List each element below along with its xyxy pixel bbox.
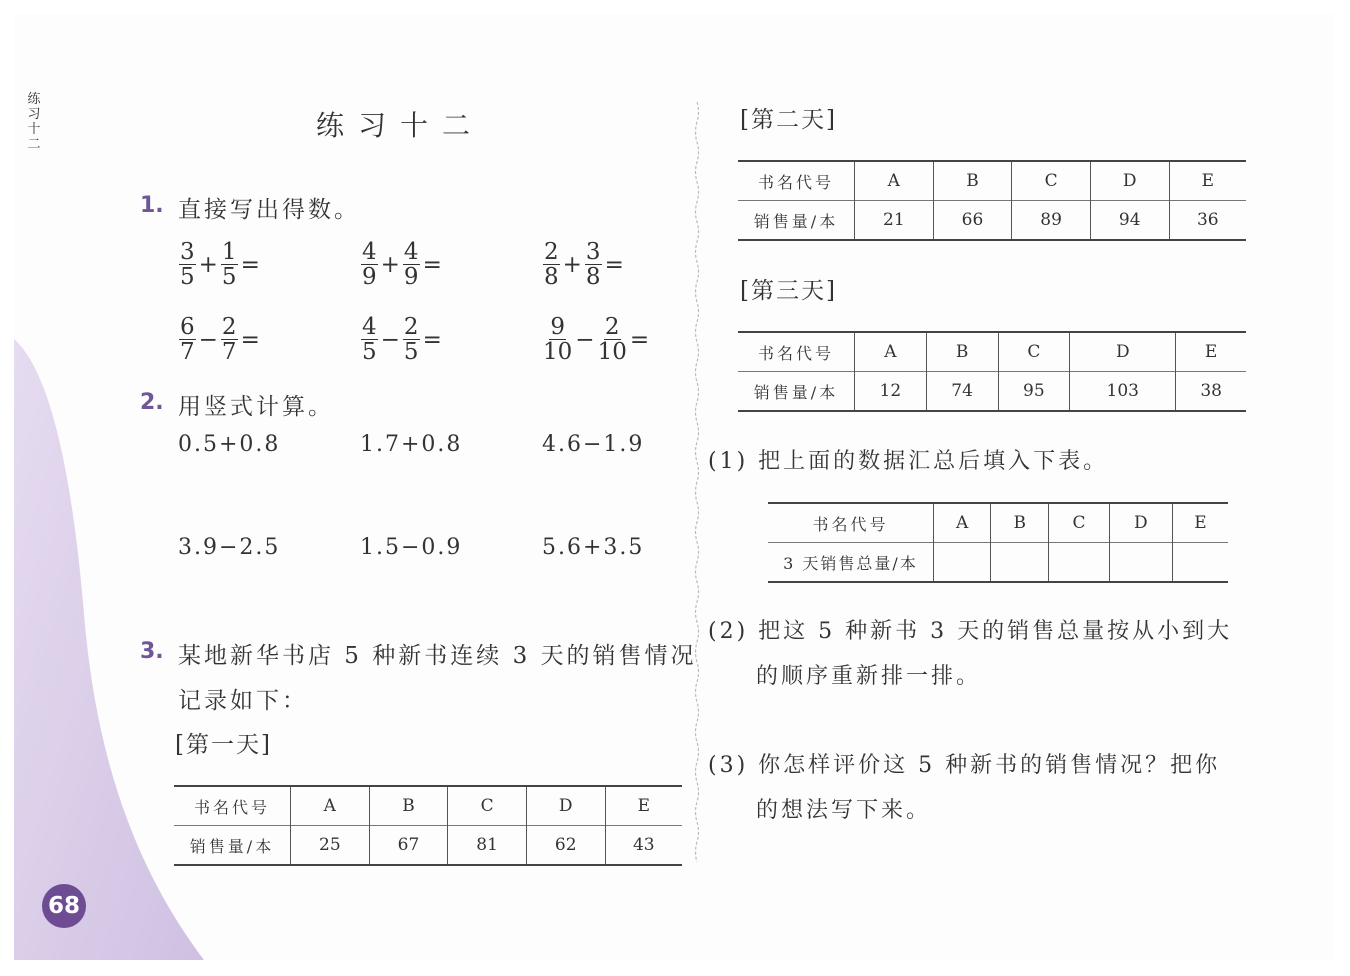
- table-header-cell: 书名代号: [193, 797, 270, 817]
- numerator: 3: [585, 239, 601, 265]
- numerator: 2: [604, 314, 620, 340]
- day-label: [第二天]: [740, 107, 837, 133]
- table-header-cell: 书名代号: [757, 343, 834, 363]
- fraction: [361, 240, 378, 289]
- calc-item: 1.5−0.9: [360, 535, 463, 560]
- numerator: 6: [180, 314, 195, 340]
- fraction: [221, 240, 238, 289]
- fraction: [585, 240, 602, 289]
- calc-item: 0.5+0.8: [178, 432, 281, 457]
- page-divider: [692, 102, 702, 872]
- table-cell: 36: [1169, 201, 1246, 241]
- denominator: 8: [544, 264, 559, 290]
- calc-item: 1.7+0.8: [360, 432, 463, 457]
- table-cell: A: [291, 786, 370, 826]
- equals-sign: =: [422, 326, 442, 353]
- numerator: 4: [403, 239, 419, 265]
- table-row: [738, 372, 1246, 412]
- fraction-exercise: [178, 315, 262, 364]
- question-text: 用竖式计算。: [178, 394, 334, 420]
- fraction: [403, 240, 420, 289]
- fraction-exercise: [178, 240, 262, 289]
- equals-sign: =: [629, 326, 650, 353]
- numerator: 4: [362, 239, 377, 265]
- answer-cell[interactable]: [1109, 543, 1172, 583]
- calc-item: 5.6+3.5: [542, 535, 645, 560]
- table-cell: 89: [1012, 201, 1091, 241]
- fraction: [403, 315, 420, 364]
- operator: +: [562, 251, 582, 278]
- table-cell: 25: [291, 826, 370, 866]
- table-cell: B: [369, 786, 448, 826]
- numerator: 2: [544, 239, 559, 265]
- denominator: 5: [362, 339, 377, 365]
- numerator: 2: [403, 314, 419, 340]
- table-cell: E: [1172, 503, 1228, 543]
- table-cell: D: [526, 786, 605, 826]
- denominator: 10: [597, 339, 627, 365]
- table-header-cell: 书名代号: [812, 514, 889, 534]
- table-cell: E: [1176, 332, 1246, 372]
- equals-sign: =: [240, 326, 260, 353]
- question-text: 直接写出得数。: [178, 197, 360, 223]
- answer-cell[interactable]: [1049, 543, 1109, 583]
- table-cell: 81: [448, 826, 527, 866]
- table-row: [174, 826, 682, 866]
- sub-question-3-line2: 的想法写下来。: [756, 798, 932, 823]
- day-label: [第一天]: [175, 732, 272, 758]
- table-cell: A: [855, 161, 934, 201]
- page-title: 练习十二: [316, 109, 485, 142]
- operator: −: [198, 326, 218, 353]
- table-cell: E: [605, 786, 682, 826]
- numerator: 4: [362, 314, 377, 340]
- sales-table-day3: [738, 331, 1246, 412]
- answer-cell[interactable]: [1172, 543, 1228, 583]
- table-row: [768, 543, 1228, 583]
- question-number: 3.: [140, 639, 164, 664]
- table-cell: C: [448, 786, 527, 826]
- table-cell: C: [998, 332, 1070, 372]
- denominator: 9: [403, 264, 419, 290]
- table-cell: 74: [926, 372, 998, 412]
- table-cell: 103: [1070, 372, 1176, 412]
- sales-table-day1: [174, 785, 682, 866]
- question-number: 2.: [140, 390, 164, 415]
- table-cell: 66: [933, 201, 1012, 241]
- sub-question-3-line1: (3) 你怎样评价这 5 种新书的销售情况？把你: [708, 753, 1221, 778]
- equals-sign: =: [604, 251, 624, 278]
- equals-sign: =: [240, 251, 260, 278]
- sales-table-day2: [738, 160, 1246, 241]
- calc-item: 3.9−2.5: [178, 535, 281, 560]
- fraction-exercise: [360, 315, 444, 364]
- table-cell: E: [1169, 161, 1246, 201]
- fraction: [543, 240, 560, 289]
- table-cell: B: [991, 503, 1049, 543]
- operator: +: [198, 251, 218, 278]
- fraction-exercise: [542, 315, 651, 364]
- table-cell: 21: [855, 201, 934, 241]
- denominator: 9: [362, 264, 377, 290]
- question-text-line1: 某地新华书店 5 种新书连续 3 天的销售情况: [178, 643, 697, 669]
- fraction-exercise: [542, 240, 626, 289]
- table-cell: 95: [998, 372, 1070, 412]
- operator: −: [575, 326, 595, 353]
- table-row: [738, 161, 1246, 201]
- table-cell: C: [1012, 161, 1091, 201]
- table-cell: C: [1049, 503, 1109, 543]
- question-text-line2: 记录如下：: [178, 688, 308, 714]
- denominator: 7: [180, 339, 195, 365]
- denominator: 5: [403, 339, 419, 365]
- fraction: [179, 315, 196, 364]
- side-tab-label: 练习十二: [27, 92, 41, 152]
- table-cell: D: [1109, 503, 1172, 543]
- table-row: [174, 786, 682, 826]
- fraction: [361, 315, 378, 364]
- table-cell: D: [1070, 332, 1176, 372]
- table-row: [738, 332, 1246, 372]
- numerator: 9: [550, 314, 565, 340]
- table-cell: 67: [369, 826, 448, 866]
- day-label: [第三天]: [740, 278, 837, 304]
- table-cell: 12: [855, 372, 927, 412]
- denominator: 10: [543, 339, 573, 365]
- denominator: 7: [221, 339, 237, 365]
- fraction: [598, 315, 627, 364]
- table-cell: A: [855, 332, 927, 372]
- page-number-badge: 68: [42, 884, 86, 928]
- operator: −: [380, 326, 400, 353]
- table-cell: B: [926, 332, 998, 372]
- table-row: [768, 503, 1228, 543]
- question-number: 1.: [140, 193, 164, 218]
- fraction-exercise: [360, 240, 444, 289]
- equals-sign: =: [422, 251, 442, 278]
- table-cell: B: [933, 161, 1012, 201]
- table-row: [738, 201, 1246, 241]
- numerator: 2: [221, 314, 237, 340]
- answer-cell[interactable]: [991, 543, 1049, 583]
- table-cell: 43: [605, 826, 682, 866]
- answer-cell[interactable]: [934, 543, 991, 583]
- sub-question-1: (1) 把上面的数据汇总后填入下表。: [708, 449, 1109, 474]
- table-header-cell: 销售量/本: [174, 826, 291, 866]
- denominator: 5: [180, 264, 195, 290]
- fraction: [543, 315, 572, 364]
- numerator: 1: [221, 239, 237, 265]
- sub-question-2-line2: 的顺序重新排一排。: [756, 664, 982, 689]
- table-cell: 94: [1090, 201, 1169, 241]
- table-header-cell: 3 天销售总量/本: [768, 543, 934, 583]
- sub-question-2-line1: (2) 把这 5 种新书 3 天的销售总量按从小到大: [708, 619, 1233, 644]
- table-header-cell: 销售量/本: [738, 201, 855, 241]
- table-cell: 38: [1176, 372, 1246, 412]
- calc-item: 4.6−1.9: [542, 432, 645, 457]
- fraction: [221, 315, 238, 364]
- denominator: 8: [585, 264, 601, 290]
- operator: +: [380, 251, 400, 278]
- table-header-cell: 销售量/本: [738, 372, 855, 412]
- table-cell: 62: [526, 826, 605, 866]
- table-header-cell: 书名代号: [757, 172, 834, 192]
- table-cell: D: [1090, 161, 1169, 201]
- table-cell: A: [934, 503, 991, 543]
- numerator: 3: [180, 239, 195, 265]
- denominator: 5: [221, 264, 237, 290]
- summary-table: [768, 502, 1228, 583]
- fraction: [179, 240, 196, 289]
